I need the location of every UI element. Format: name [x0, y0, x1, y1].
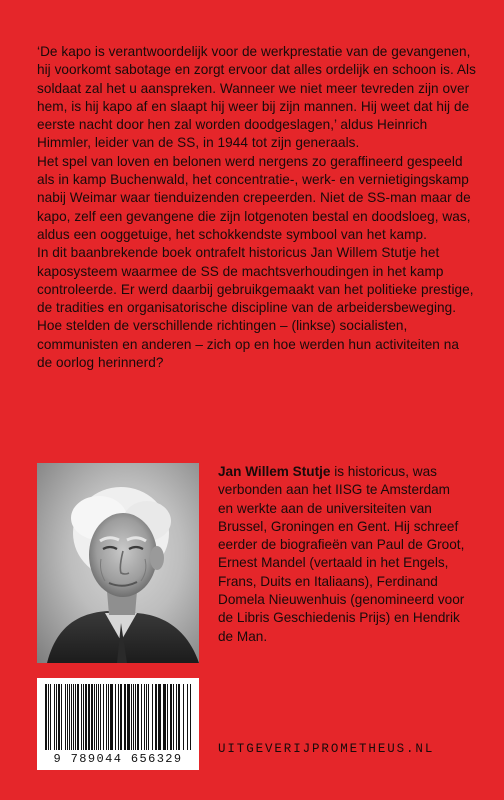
barcode-bar	[91, 684, 93, 750]
barcode-bar	[75, 684, 76, 750]
blurb-paragraph-2: Het spel van loven en belonen werd nergens zo geraffineerd gespeeld als in kamp Buchenwald, het concentratie-, werk- en vernietigingskamp nabij Weimar waar tienduizenden crepeerden. Niet de SS-man maar de kapo, zelf een gevangene die zijn lotgenoten bestal en doodsloeg, was, aldus een ooggetuige, het schokkendste symbool van het kamp.	[37, 153, 471, 242]
barcode-bar	[73, 684, 74, 750]
barcode-bar	[58, 684, 60, 750]
barcode-bars	[37, 678, 199, 752]
author-bio-text: is historicus, was verbonden aan het IISG te Amsterdam en werkte aan de universiteiten van Brussel, Groningen en Gent. Hij schreef eerder de biografieën van Paul de Groot, Ernest Mandel (vertaald in het Engels, Frans, Duits en Italiaans), Ferdinand Domela Nieuwenhuis (genomineerd voor de Libris Geschiedenis Prijs) en Hendrik de Man.	[218, 464, 465, 644]
barcode-bar	[45, 684, 47, 750]
barcode-bar	[131, 684, 132, 750]
barcode-bar	[115, 684, 116, 750]
barcode-bar	[110, 684, 113, 750]
barcode-bar	[173, 684, 174, 750]
barcode-bar	[127, 684, 130, 750]
barcode-bar	[144, 684, 145, 750]
barcode-bar	[120, 684, 122, 750]
barcode-bar	[135, 684, 136, 750]
barcode-bar	[77, 684, 79, 750]
barcode-bar	[83, 684, 84, 750]
barcode-bar	[133, 684, 134, 750]
barcode-bar	[85, 684, 87, 750]
barcode-bar	[54, 684, 55, 750]
back-cover-blurb	[37, 43, 477, 372]
barcode-bar	[69, 684, 70, 750]
barcode-bar	[94, 684, 95, 750]
barcode-bar	[190, 684, 191, 750]
barcode-bar	[103, 684, 104, 750]
barcode-bar	[167, 684, 168, 750]
barcode-bar	[106, 684, 107, 750]
barcode-bar	[187, 684, 188, 750]
barcode-bar	[100, 684, 101, 750]
barcode-bar	[146, 684, 147, 750]
barcode-bar	[124, 684, 126, 750]
barcode-bar	[50, 684, 51, 750]
barcode-bar	[118, 684, 119, 750]
barcode-bar	[98, 684, 99, 750]
barcode-bar	[65, 684, 66, 750]
barcode-bar	[155, 684, 157, 750]
barcode-bar	[71, 684, 72, 750]
barcode-bar	[48, 684, 49, 750]
barcode-bar	[137, 684, 139, 750]
author-name: Jan Willem Stutje	[218, 464, 331, 479]
blurb-paragraph-3: In dit baanbrekende boek ontrafelt historicus Jan Willem Stutje het kaposysteem waarmee de SS de machtsverhoudingen in het kamp controleerde. Er werd daarbij gebruikgemaakt van het politieke prestige, de tradities en organisatorische discipline van de arbeidersbeweging. Hoe stelden de verschillende richtingen – (linkse) socialisten, communisten en anderen – zich op en hoe werden hun activiteiten na de oorlog herinnerd?	[37, 245, 474, 371]
barcode-bar	[61, 684, 62, 750]
barcode-bar	[96, 684, 97, 750]
barcode-bar	[81, 684, 82, 750]
barcode-bar	[183, 684, 184, 750]
isbn-barcode	[37, 678, 199, 770]
barcode-bar	[56, 684, 57, 750]
barcode-bar	[67, 684, 68, 750]
author-bio	[218, 463, 468, 646]
barcode-bar	[108, 684, 109, 750]
barcode-bar	[176, 684, 177, 750]
barcode-bar	[158, 684, 161, 750]
barcode-bar	[148, 684, 149, 750]
isbn-digits: 9 789044 656329	[53, 752, 183, 766]
barcode-bar	[88, 684, 90, 750]
publisher-url[interactable]: UITGEVERIJPROMETHEUS.NL	[218, 742, 435, 756]
blurb-paragraph-1: ‘De kapo is verantwoordelijk voor de werkprestatie van de gevangenen, hij voorkomt sabotage en zorgt ervoor dat alles ordelijk en schoon is. Als soldaat zal het u aanspreken. Wanneer we niet meer tevreden zijn over hem, is hij kapo af en slaapt hij weer bij zijn mannen. Hij weet dat hij de eerste nacht door hen zal worden doodgeslagen,’ aldus Heinrich Himmler, leider van de SS, in 1944 tot zijn generaals.	[37, 44, 476, 151]
barcode-bar	[163, 684, 166, 750]
barcode-bar	[152, 684, 153, 750]
author-photo	[37, 463, 199, 663]
author-portrait-illustration	[37, 463, 199, 663]
barcode-bar	[141, 684, 142, 750]
barcode-bar	[170, 684, 172, 750]
barcode-bar	[178, 684, 180, 750]
